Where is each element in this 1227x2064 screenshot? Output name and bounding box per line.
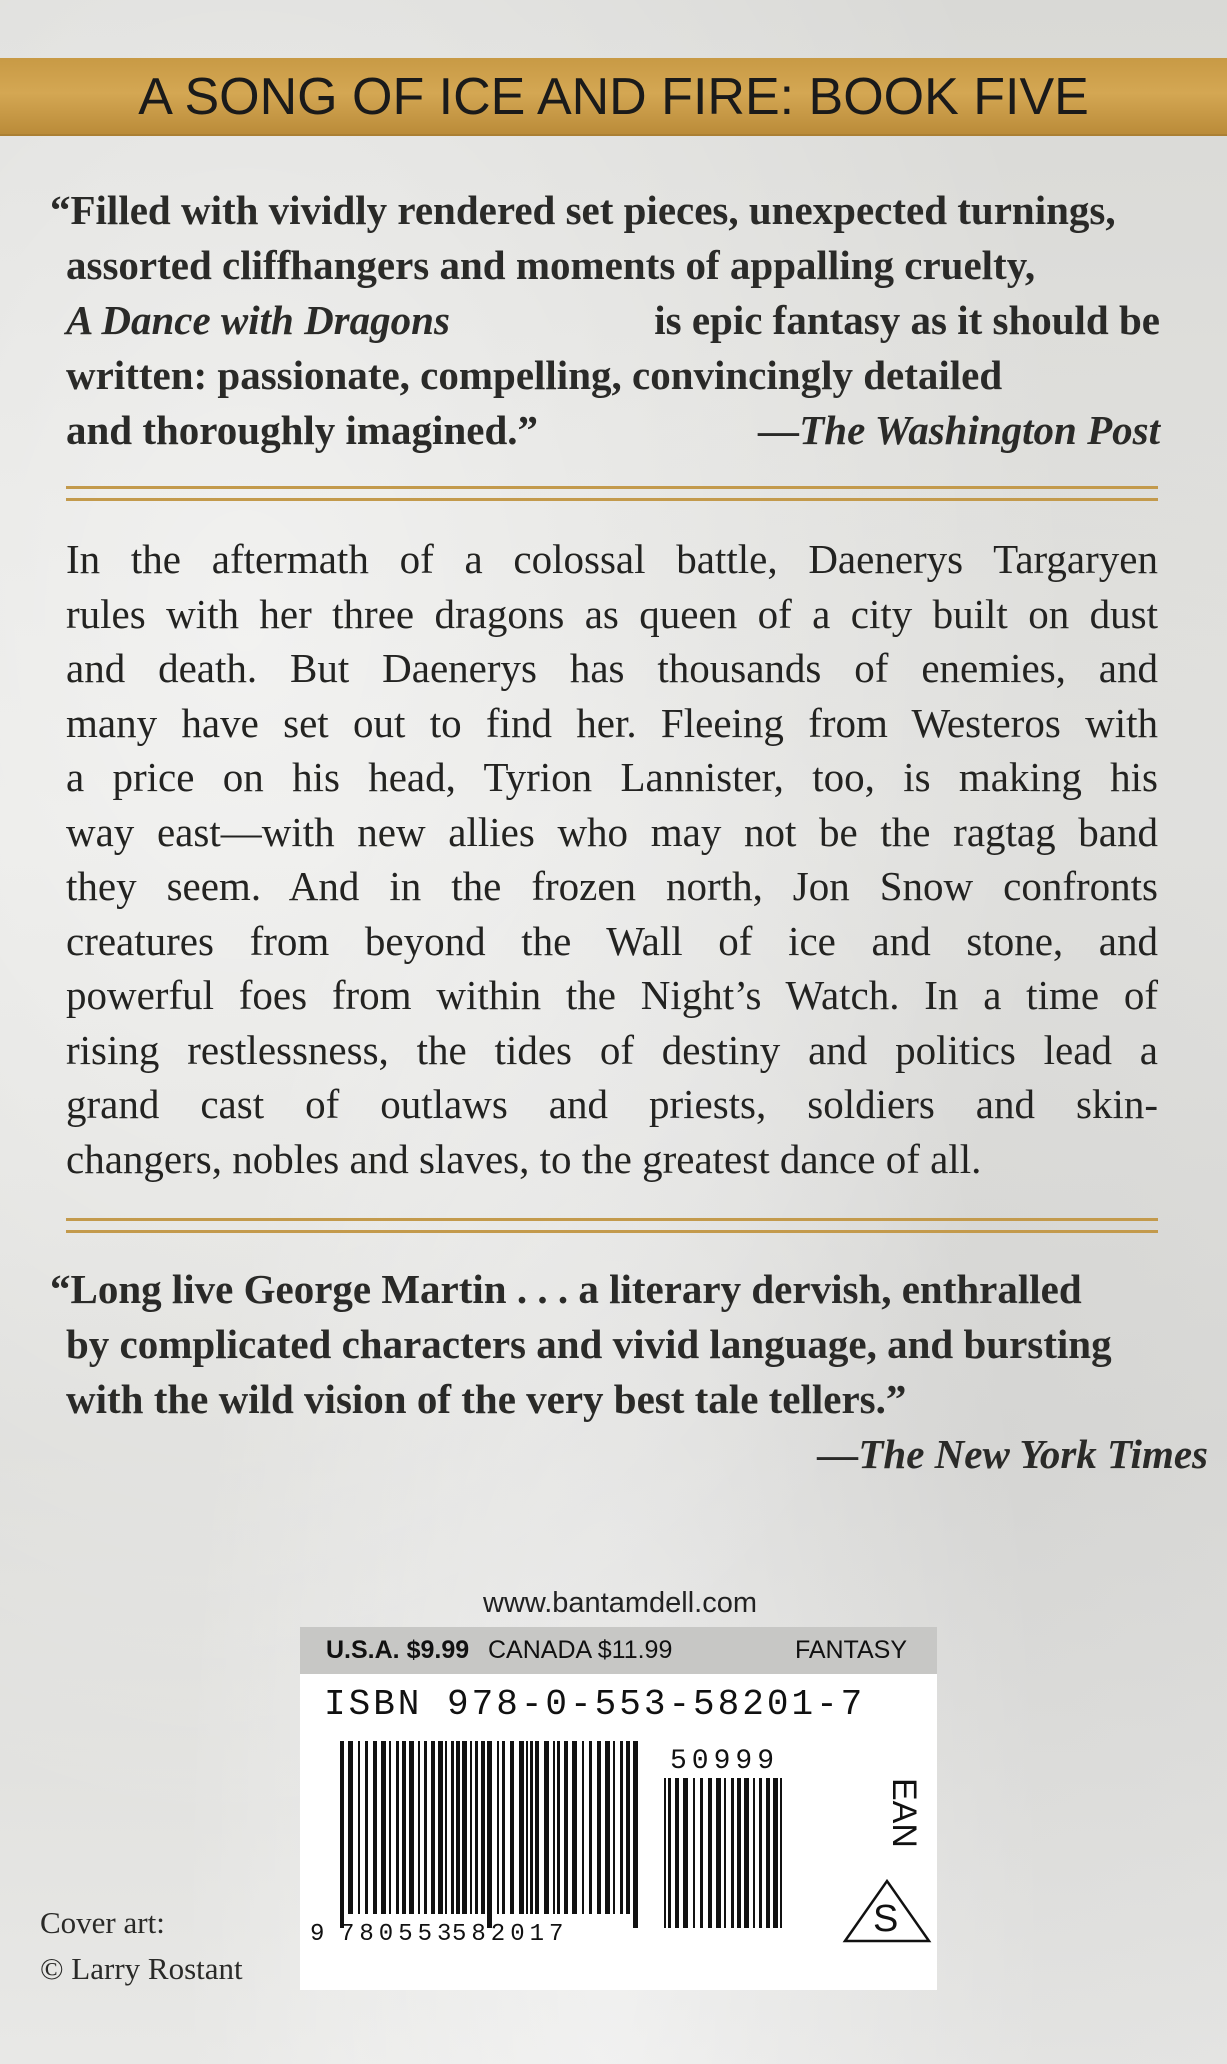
barcode-bar (510, 1741, 514, 1914)
barcode-digits-left: 780553 (340, 1921, 457, 1948)
synopsis-line: rising restlessness, the tides of destiny and politics lead a (66, 1026, 1158, 1073)
ean-label: EAN (885, 1778, 923, 1848)
barcode-bar (668, 1778, 671, 1928)
barcode-bar (470, 1741, 472, 1914)
credit-artist: © Larry Rostant (40, 1951, 243, 1986)
barcode-bar (519, 1741, 524, 1914)
gold-divider (66, 486, 1158, 501)
synopsis-line: and death. But Daenerys has thousands of enemies, and (66, 645, 1158, 691)
barcode-bar (716, 1778, 721, 1928)
publisher-logo-icon (845, 1881, 929, 1941)
barcode-bar (582, 1741, 584, 1914)
review-top-line (50, 293, 1160, 348)
barcode-bar (553, 1741, 555, 1914)
barcode-bar (620, 1741, 623, 1914)
barcode-bar (613, 1741, 615, 1914)
barcode-bar (731, 1778, 734, 1928)
series-banner (0, 58, 1227, 136)
review-source: —The New York Times (817, 1431, 1208, 1477)
barcode-bar (431, 1741, 435, 1914)
synopsis-line: In the aftermath of a colossal battle, Daenerys Targaryen (66, 536, 1158, 582)
barcode-bar (396, 1741, 399, 1914)
review-top-line-end: and thoroughly imagined.” (66, 407, 539, 453)
svg-text:S: S (873, 1898, 899, 1940)
synopsis-line: many have set out to find her. Fleeing from Westeros with (66, 699, 1158, 746)
review-bottom-line: by complicated characters and vivid language, and bursting (66, 1321, 1112, 1367)
barcode-bar (348, 1741, 353, 1914)
barcode-bar (438, 1741, 443, 1914)
barcode-bar (502, 1741, 505, 1914)
barcode-bar (487, 1741, 492, 1928)
series-title: A SONG OF ICE AND FIRE: BOOK FIVE (138, 68, 1089, 126)
barcode-bar (605, 1741, 610, 1914)
genre-label: FANTASY (794, 1636, 907, 1664)
barcode-bar (564, 1741, 568, 1914)
gold-divider (66, 1218, 1158, 1233)
barcode-bar (530, 1741, 533, 1914)
barcode-bar (737, 1778, 741, 1928)
barcode-bar (633, 1741, 638, 1928)
synopsis-line: grand cast of outlaws and priests, soldiers and skin- (66, 1081, 1158, 1127)
barcode-bar (535, 1741, 539, 1914)
barcode-bar (753, 1778, 755, 1928)
barcode-bar (456, 1741, 460, 1914)
barcode-bar (424, 1741, 427, 1914)
barcode-lead-digit: 9 (310, 1921, 325, 1948)
barcode-bar (572, 1741, 577, 1914)
addon-barcode (664, 1778, 782, 1928)
barcode-bar (402, 1741, 406, 1914)
barcode-bar (445, 1741, 447, 1914)
synopsis-line: way east—with new allies who may not be the ragtag band (66, 808, 1158, 855)
barcode-bar (780, 1778, 782, 1928)
book-title: A Dance with Dragons (66, 297, 450, 343)
cover-art-credit (40, 1900, 243, 1992)
barcode-bar (409, 1741, 414, 1914)
barcode-bar (389, 1741, 391, 1914)
barcode-bar (724, 1778, 726, 1928)
synopsis-line: powerful foes from within the Night’s Watch. In a time of (66, 972, 1158, 1018)
barcode-bar (589, 1741, 592, 1914)
barcode-graphic (300, 1674, 937, 1990)
barcode-bar (358, 1741, 360, 1914)
publisher-url[interactable]: www.bantamdell.com (483, 1587, 757, 1619)
review-bottom-line: “Long live George Martin . . . a literary dervish, enthralled (50, 1266, 1082, 1312)
price-us: U.S.A. $9.99 (326, 1636, 470, 1664)
barcode-bar (744, 1778, 749, 1928)
barcode-bar (664, 1778, 666, 1928)
barcode-bar (773, 1778, 778, 1928)
barcode-bar (418, 1741, 420, 1914)
isbn-number: ISBN 978-0-553-58201-7 (324, 1684, 866, 1725)
credit-label: Cover art: (40, 1905, 165, 1940)
barcode-bar (626, 1741, 630, 1914)
addon-digits: 50999 (670, 1746, 780, 1777)
barcode-bar (526, 1741, 528, 1914)
synopsis-line: creatures from beyond the Wall of ice and stone, and (66, 917, 1158, 964)
barcode-bar (381, 1741, 386, 1914)
review-top-line: written: passionate, compelling, convincingly detailed (66, 352, 1003, 398)
barcode-bar (708, 1778, 712, 1928)
review-quote-top (50, 183, 1160, 458)
barcode-bar (373, 1741, 377, 1914)
barcode-bar (340, 1741, 344, 1928)
synopsis-line: changers, nobles and slaves, to the greatest dance of all. (66, 1135, 982, 1182)
review-source: —The Washington Post (758, 407, 1160, 453)
barcode-bar (597, 1741, 601, 1914)
barcode-bar (451, 1741, 454, 1914)
review-top-line (50, 403, 1160, 458)
synopsis-line: rules with her three dragons as queen of a city built on dust (66, 590, 1158, 637)
barcode-bar (683, 1778, 688, 1928)
barcode-bar (462, 1741, 467, 1914)
barcode-panel (300, 1674, 937, 1990)
synopsis-line: they seem. And in the frozen north, Jon Snow confronts (66, 863, 1158, 909)
barcode-bar (766, 1778, 770, 1928)
barcode-bar (675, 1778, 679, 1928)
review-top-line: assorted cliffhangers and moments of appalling cruelty, (66, 242, 1036, 288)
price-canada: CANADA $11.99 (488, 1636, 673, 1664)
barcode-bar (700, 1778, 703, 1928)
barcode-bar (481, 1741, 485, 1914)
price-bar (300, 1627, 937, 1674)
review-top-line-rest: is epic fantasy as it should be (654, 297, 1160, 343)
synopsis (66, 532, 1158, 1186)
review-quote-bottom (50, 1262, 1208, 1477)
synopsis-line: a price on his head, Tyrion Lannister, too, is making his (66, 754, 1158, 800)
ean-barcode (340, 1741, 638, 1928)
barcode-bar (759, 1778, 762, 1928)
barcode-bar (693, 1778, 695, 1928)
barcode-bar (475, 1741, 478, 1914)
barcode-digits-right: 582017 (452, 1921, 569, 1948)
review-bottom-line: with the wild vision of the very best tale tellers.” (66, 1376, 907, 1422)
barcode-bar (557, 1741, 560, 1914)
barcode-bar (497, 1741, 499, 1914)
review-top-line: “Filled with vividly rendered set pieces, unexpected turnings, (50, 187, 1116, 233)
barcode-bar (544, 1741, 549, 1914)
barcode-bar (365, 1741, 368, 1914)
